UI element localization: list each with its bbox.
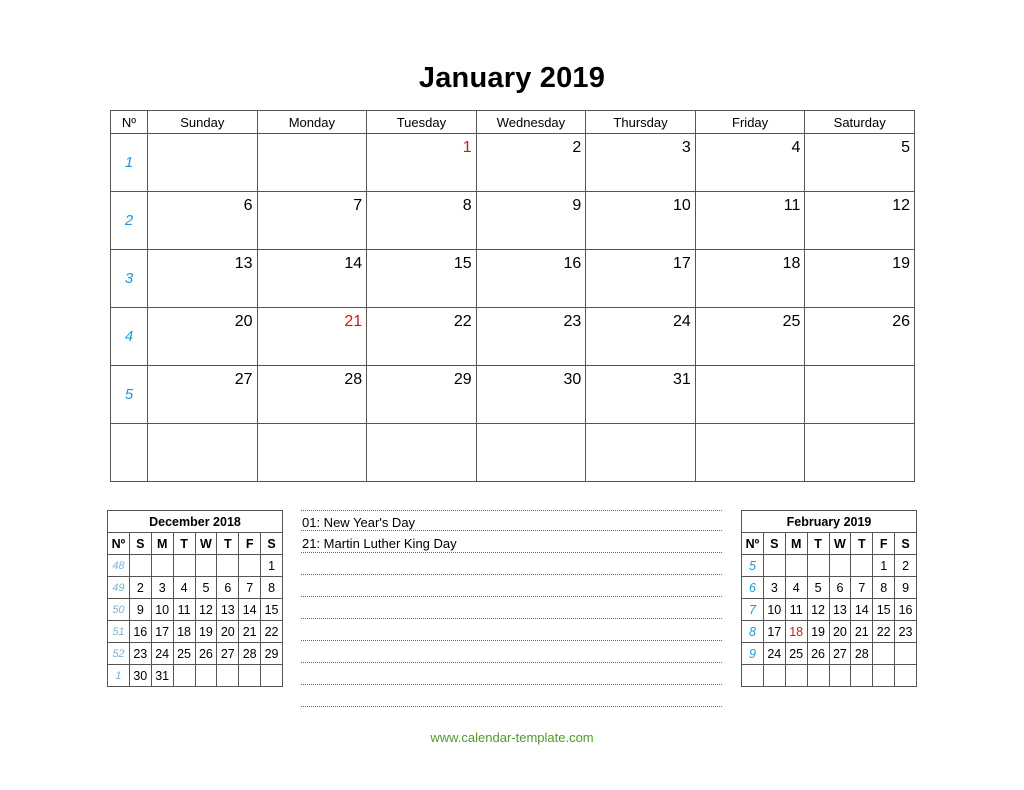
mini-day-cell: 3 xyxy=(763,577,785,599)
week-number: 7 xyxy=(742,599,764,621)
day-cell[interactable] xyxy=(586,308,696,366)
day-number: 24 xyxy=(673,313,691,330)
day-cell[interactable] xyxy=(476,250,586,308)
day-cell[interactable] xyxy=(805,134,915,192)
day-number: 19 xyxy=(892,255,910,272)
week-number: 51 xyxy=(108,621,130,643)
weekday-header: S xyxy=(763,533,785,555)
mini-day-cell xyxy=(873,643,895,665)
note-line[interactable]: 21: Martin Luther King Day xyxy=(301,532,722,553)
mini-calendar-caption: February 2019 xyxy=(742,511,917,533)
week-number: 9 xyxy=(742,643,764,665)
day-number: 21 xyxy=(344,313,363,330)
mini-day-cell: 11 xyxy=(785,599,807,621)
day-cell[interactable] xyxy=(148,192,258,250)
day-number: 9 xyxy=(572,197,582,214)
day-cell[interactable] xyxy=(586,366,696,424)
mini-day-cell: 19 xyxy=(807,621,829,643)
day-number: 17 xyxy=(673,255,691,272)
day-cell[interactable] xyxy=(148,250,258,308)
day-cell[interactable] xyxy=(257,134,367,192)
week-number: 1 xyxy=(108,665,130,687)
week-number: 6 xyxy=(742,577,764,599)
mini-day-cell: 10 xyxy=(151,599,173,621)
mini-day-cell: 9 xyxy=(129,599,151,621)
weekday-header: T xyxy=(807,533,829,555)
weekday-header: Saturday xyxy=(805,111,915,134)
weekday-header: Wednesday xyxy=(476,111,586,134)
mini-day-cell xyxy=(829,665,851,687)
week-row xyxy=(111,250,915,308)
mini-day-cell: 15 xyxy=(873,599,895,621)
mini-day-cell: 27 xyxy=(829,643,851,665)
day-cell[interactable] xyxy=(257,366,367,424)
mini-day-cell xyxy=(195,555,217,577)
week-number xyxy=(111,424,148,482)
week-row xyxy=(108,555,283,577)
mini-day-cell: 5 xyxy=(195,577,217,599)
mini-day-cell: 18 xyxy=(173,621,195,643)
week-row xyxy=(111,134,915,192)
mini-day-cell: 23 xyxy=(895,621,917,643)
day-cell[interactable] xyxy=(805,250,915,308)
mini-day-cell xyxy=(829,555,851,577)
day-cell[interactable] xyxy=(257,250,367,308)
mini-day-cell xyxy=(151,555,173,577)
week-row xyxy=(108,621,283,643)
weekday-header: W xyxy=(195,533,217,555)
mini-day-cell: 24 xyxy=(151,643,173,665)
weekday-header: T xyxy=(217,533,239,555)
mini-day-cell: 2 xyxy=(895,555,917,577)
day-cell[interactable] xyxy=(586,134,696,192)
day-cell[interactable] xyxy=(367,250,477,308)
weekday-header: W xyxy=(829,533,851,555)
weekday-header: F xyxy=(873,533,895,555)
week-row xyxy=(742,599,917,621)
mini-day-cell: 17 xyxy=(763,621,785,643)
weekday-header: T xyxy=(173,533,195,555)
mini-day-cell xyxy=(217,555,239,577)
mini-weekday-header-row xyxy=(108,533,283,555)
week-row xyxy=(742,665,917,687)
day-number: 15 xyxy=(453,255,472,272)
note-line[interactable] xyxy=(301,642,722,663)
note-line[interactable] xyxy=(301,554,722,575)
day-cell[interactable] xyxy=(586,424,696,482)
week-row xyxy=(108,577,283,599)
week-row xyxy=(108,643,283,665)
day-cell[interactable] xyxy=(148,134,258,192)
day-cell[interactable] xyxy=(476,192,586,250)
day-cell[interactable] xyxy=(367,366,477,424)
week-number: 5 xyxy=(111,366,148,424)
weekday-header: Thursday xyxy=(586,111,696,134)
day-cell[interactable] xyxy=(257,308,367,366)
day-number: 12 xyxy=(892,197,910,214)
mini-day-cell: 26 xyxy=(807,643,829,665)
calendar-title: January 2019 xyxy=(418,62,606,94)
mini-day-cell xyxy=(807,665,829,687)
week-number: 4 xyxy=(111,308,148,366)
mini-day-cell: 6 xyxy=(217,577,239,599)
mini-day-cell: 27 xyxy=(217,643,239,665)
mini-day-cell: 3 xyxy=(151,577,173,599)
week-number: 8 xyxy=(742,621,764,643)
mini-day-cell: 22 xyxy=(261,621,283,643)
mini-day-cell xyxy=(851,665,873,687)
mini-day-cell: 28 xyxy=(851,643,873,665)
mini-day-cell: 9 xyxy=(895,577,917,599)
day-cell[interactable] xyxy=(805,424,915,482)
day-number: 2 xyxy=(572,139,582,156)
mini-day-cell xyxy=(173,665,195,687)
weekday-header: T xyxy=(851,533,873,555)
mini-calendar-caption: December 2018 xyxy=(108,511,283,533)
mini-day-cell: 12 xyxy=(195,599,217,621)
mini-day-cell: 14 xyxy=(239,599,261,621)
mini-day-cell: 28 xyxy=(239,643,261,665)
weekday-header: S xyxy=(895,533,917,555)
day-cell[interactable] xyxy=(695,308,805,366)
mini-day-cell xyxy=(895,643,917,665)
mini-day-cell: 4 xyxy=(785,577,807,599)
mini-day-cell xyxy=(851,555,873,577)
mini-day-cell: 4 xyxy=(173,577,195,599)
day-cell[interactable] xyxy=(805,192,915,250)
week-number xyxy=(742,665,764,687)
day-cell[interactable] xyxy=(695,424,805,482)
day-cell[interactable] xyxy=(148,366,258,424)
day-number: 3 xyxy=(681,139,691,156)
week-row xyxy=(742,643,917,665)
note-line[interactable] xyxy=(301,576,722,597)
mini-day-cell xyxy=(763,555,785,577)
day-cell[interactable] xyxy=(695,250,805,308)
note-line[interactable] xyxy=(301,598,722,619)
mini-calendar-december xyxy=(107,510,283,687)
weekday-header: Tuesday xyxy=(367,111,477,134)
day-cell[interactable] xyxy=(695,134,805,192)
week-number: 52 xyxy=(108,643,130,665)
day-number: 28 xyxy=(344,371,363,388)
mini-day-cell: 2 xyxy=(129,577,151,599)
mini-calendar-february xyxy=(741,510,917,687)
mini-day-cell: 16 xyxy=(895,599,917,621)
weekday-header: Friday xyxy=(695,111,805,134)
mini-day-cell: 19 xyxy=(195,621,217,643)
mini-day-cell: 29 xyxy=(261,643,283,665)
mini-day-cell: 7 xyxy=(851,577,873,599)
mini-day-cell: 21 xyxy=(239,621,261,643)
mini-weekday-header-row xyxy=(742,533,917,555)
mini-day-cell: 5 xyxy=(807,577,829,599)
day-cell[interactable] xyxy=(257,192,367,250)
mini-day-cell xyxy=(873,665,895,687)
weekday-header-row xyxy=(111,111,915,134)
main-month-calendar xyxy=(110,110,915,482)
day-cell[interactable] xyxy=(476,366,586,424)
mini-day-cell: 10 xyxy=(763,599,785,621)
day-number: 30 xyxy=(563,371,582,388)
mini-day-cell xyxy=(173,555,195,577)
note-line[interactable] xyxy=(301,620,722,641)
day-number: 22 xyxy=(453,313,472,330)
mini-day-cell: 23 xyxy=(129,643,151,665)
mini-day-cell: 25 xyxy=(785,643,807,665)
mini-day-cell: 8 xyxy=(873,577,895,599)
weekday-header: Sunday xyxy=(148,111,258,134)
day-cell[interactable] xyxy=(367,308,477,366)
mini-day-cell xyxy=(195,665,217,687)
day-number: 5 xyxy=(901,139,910,156)
day-number: 6 xyxy=(243,197,253,214)
mini-day-cell: 12 xyxy=(807,599,829,621)
mini-day-cell: 7 xyxy=(239,577,261,599)
day-cell[interactable] xyxy=(586,250,696,308)
week-row xyxy=(742,577,917,599)
mini-day-cell: 13 xyxy=(217,599,239,621)
weekday-header: F xyxy=(239,533,261,555)
week-number: 3 xyxy=(111,250,148,308)
day-number: 26 xyxy=(892,313,910,330)
day-cell[interactable] xyxy=(476,308,586,366)
mini-day-cell xyxy=(895,665,917,687)
day-number: 25 xyxy=(782,313,801,330)
note-line[interactable] xyxy=(301,686,722,707)
mini-day-cell xyxy=(785,665,807,687)
mini-day-cell xyxy=(785,555,807,577)
weekday-header: S xyxy=(129,533,151,555)
week-row xyxy=(742,621,917,643)
week-number: 48 xyxy=(108,555,130,577)
weekday-header: S xyxy=(261,533,283,555)
mini-day-cell: 24 xyxy=(763,643,785,665)
day-number: 13 xyxy=(234,255,253,272)
weekday-header: Monday xyxy=(257,111,367,134)
day-number: 14 xyxy=(344,255,363,272)
mini-day-cell xyxy=(217,665,239,687)
week-number: 2 xyxy=(111,192,148,250)
day-number: 1 xyxy=(462,139,472,156)
week-row xyxy=(111,366,915,424)
mini-day-cell: 16 xyxy=(129,621,151,643)
day-number: 4 xyxy=(791,139,801,156)
note-line[interactable] xyxy=(301,664,722,685)
mini-day-cell: 14 xyxy=(851,599,873,621)
mini-day-cell: 21 xyxy=(851,621,873,643)
mini-day-cell xyxy=(261,665,283,687)
day-cell[interactable] xyxy=(367,192,477,250)
day-number: 7 xyxy=(353,197,363,214)
mini-day-cell: 18 xyxy=(785,621,807,643)
day-number: 10 xyxy=(673,197,691,214)
day-cell[interactable] xyxy=(257,424,367,482)
mini-day-cell: 13 xyxy=(829,599,851,621)
day-cell[interactable] xyxy=(367,424,477,482)
week-row xyxy=(111,424,915,482)
note-line[interactable]: 01: New Year's Day xyxy=(301,510,722,531)
day-cell[interactable] xyxy=(805,366,915,424)
mini-day-cell: 11 xyxy=(173,599,195,621)
mini-day-cell: 1 xyxy=(873,555,895,577)
mini-day-cell xyxy=(239,665,261,687)
day-cell[interactable] xyxy=(148,308,258,366)
day-cell[interactable] xyxy=(695,366,805,424)
day-number: 18 xyxy=(782,255,801,272)
weekday-header: M xyxy=(151,533,173,555)
notes-section xyxy=(301,510,722,708)
mini-day-cell: 1 xyxy=(261,555,283,577)
week-number: 1 xyxy=(111,134,148,192)
day-number: 8 xyxy=(462,197,472,214)
day-cell[interactable] xyxy=(805,308,915,366)
mini-day-cell xyxy=(129,555,151,577)
day-cell[interactable] xyxy=(476,424,586,482)
day-number: 16 xyxy=(563,255,582,272)
week-number-header: Nº xyxy=(111,111,148,134)
day-cell[interactable] xyxy=(367,134,477,192)
week-number: 50 xyxy=(108,599,130,621)
mini-day-cell: 30 xyxy=(129,665,151,687)
week-number: 5 xyxy=(742,555,764,577)
week-number-header: Nº xyxy=(742,533,764,555)
day-cell[interactable] xyxy=(148,424,258,482)
week-row xyxy=(108,599,283,621)
mini-day-cell: 17 xyxy=(151,621,173,643)
mini-day-cell: 22 xyxy=(873,621,895,643)
mini-day-cell: 31 xyxy=(151,665,173,687)
mini-day-cell: 26 xyxy=(195,643,217,665)
day-number: 27 xyxy=(234,371,253,388)
week-row xyxy=(742,555,917,577)
mini-day-cell xyxy=(763,665,785,687)
day-number: 20 xyxy=(234,313,253,330)
day-number: 23 xyxy=(563,313,582,330)
mini-day-cell xyxy=(239,555,261,577)
week-row xyxy=(111,192,915,250)
footer-website-link[interactable]: www.calendar-template.com xyxy=(430,730,594,745)
week-row xyxy=(111,308,915,366)
day-cell[interactable] xyxy=(476,134,586,192)
mini-day-cell: 6 xyxy=(829,577,851,599)
weekday-header: M xyxy=(785,533,807,555)
day-number: 29 xyxy=(453,371,472,388)
day-number: 31 xyxy=(673,371,691,388)
mini-day-cell xyxy=(807,555,829,577)
mini-day-cell: 25 xyxy=(173,643,195,665)
week-row xyxy=(108,665,283,687)
week-number-header: Nº xyxy=(108,533,130,555)
mini-day-cell: 8 xyxy=(261,577,283,599)
day-cell[interactable] xyxy=(695,192,805,250)
week-number: 49 xyxy=(108,577,130,599)
mini-day-cell: 20 xyxy=(829,621,851,643)
day-cell[interactable] xyxy=(586,192,696,250)
mini-day-cell: 15 xyxy=(261,599,283,621)
day-number: 11 xyxy=(783,197,801,214)
mini-day-cell: 20 xyxy=(217,621,239,643)
